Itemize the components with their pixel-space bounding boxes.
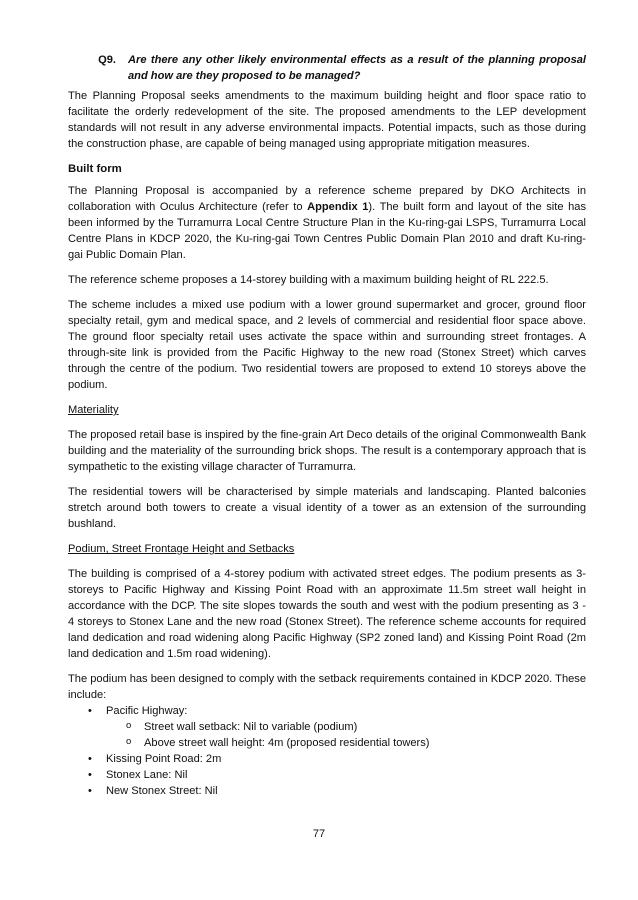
built-form-heading: Built form bbox=[68, 163, 122, 175]
podium-paragraph-1: The building is comprised of a 4-storey podium with activated street edges. The podium presents as 3-storeys to Pacific Highway and Kissing Point Road with an approximate 11.5m street wall height in accordance with the DCP. The site slopes towards the south and west with the podium presenting as 3 - 4 storeys to Stonex Lane and the new road (Stonex Street). The reference scheme accounts for required land dedication and road widening along Pacific Highway (SP2 zoned land) and Kissing Point Road (2m land dedication and 1.5m road widening). bbox=[68, 568, 586, 660]
materiality-heading: Materiality bbox=[68, 404, 119, 416]
bullet-pacific-highway: Pacific Highway: bbox=[106, 705, 188, 717]
materiality-paragraph-2: The residential towers will be characterised by simple materials and landscaping. Planted balconies stretch around both towers to create a visual identity of a tower as an extension of the surrounding bushland. bbox=[68, 486, 586, 530]
materiality-paragraph-1: The proposed retail base is inspired by the fine-grain Art Deco details of the original Commonwealth Bank building and the materiality of the surrounding brick shops. The result is a contemporary approach that is sympathetic to the existing village character of Turramurra. bbox=[68, 429, 586, 473]
page-number: 77 bbox=[312, 828, 326, 840]
built-form-para1-text-b: ). The built form and layout of the site has been informed by the Turramurra Local Centre Structure Plan in the Ku-ring-gai LSPS, Turramurra Local Centre Plans in KDCP 2020, the Ku-ring-gai Town Centres Public Domain Plan 2010 and draft Ku-ring-gai Public Domain Plan. bbox=[68, 201, 586, 261]
setback-list bbox=[68, 703, 586, 799]
list-item: • New Stonex Street: Nil bbox=[68, 783, 586, 799]
question-text: Are there any other likely environmental effects as a result of the planning proposal and how are they proposed to be managed? bbox=[128, 54, 586, 82]
built-form-paragraph-1 bbox=[68, 183, 586, 263]
built-form-paragraph-2: The reference scheme proposes a 14-storey building with a maximum building height of RL 222.5. bbox=[68, 274, 549, 286]
podium-paragraph-2: The podium has been designed to comply with the setback requirements contained in KDCP 2020. These include: bbox=[68, 673, 586, 701]
podium-heading: Podium, Street Frontage Height and Setbacks bbox=[68, 543, 295, 555]
list-item bbox=[68, 703, 586, 751]
question-heading bbox=[68, 52, 586, 84]
question-number: Q9. bbox=[98, 54, 116, 66]
list-item: • Stonex Lane: Nil bbox=[68, 767, 586, 783]
built-form-para1-text-a: The Planning Proposal is accompanied by a reference scheme prepared by DKO Architects in collaboration with Oculus Architecture (refer to bbox=[68, 185, 586, 213]
intro-paragraph: The Planning Proposal seeks amendments to the maximum building height and floor space ratio to facilitate the orderly redevelopment of the site. The proposed amendments to the LEP development standards will not result in any adverse environmental impacts. Potential impacts, such as those during the construction phase, are capable of being managed using appropriate mitigation measures. bbox=[68, 90, 586, 150]
page-content bbox=[68, 52, 586, 799]
list-item: o Street wall setback: Nil to variable (podium) bbox=[106, 719, 586, 735]
list-item: o Above street wall height: 4m (proposed residential towers) bbox=[106, 735, 586, 751]
pacific-highway-sublist bbox=[106, 719, 586, 751]
appendix-reference: Appendix 1 bbox=[307, 201, 369, 213]
list-item: • Kissing Point Road: 2m bbox=[68, 751, 586, 767]
built-form-paragraph-3: The scheme includes a mixed use podium with a lower ground supermarket and grocer, ground floor specialty retail, gym and medical space, and 2 levels of commercial and residential floor space above. The ground floor specialty retail uses activate the space within and surrounding street frontages. A through-site link is provided from the Pacific Highway to the new road (Stonex Street) which carves through the centre of the podium. Two residential towers are proposed to extend 10 storeys above the podium. bbox=[68, 299, 586, 391]
